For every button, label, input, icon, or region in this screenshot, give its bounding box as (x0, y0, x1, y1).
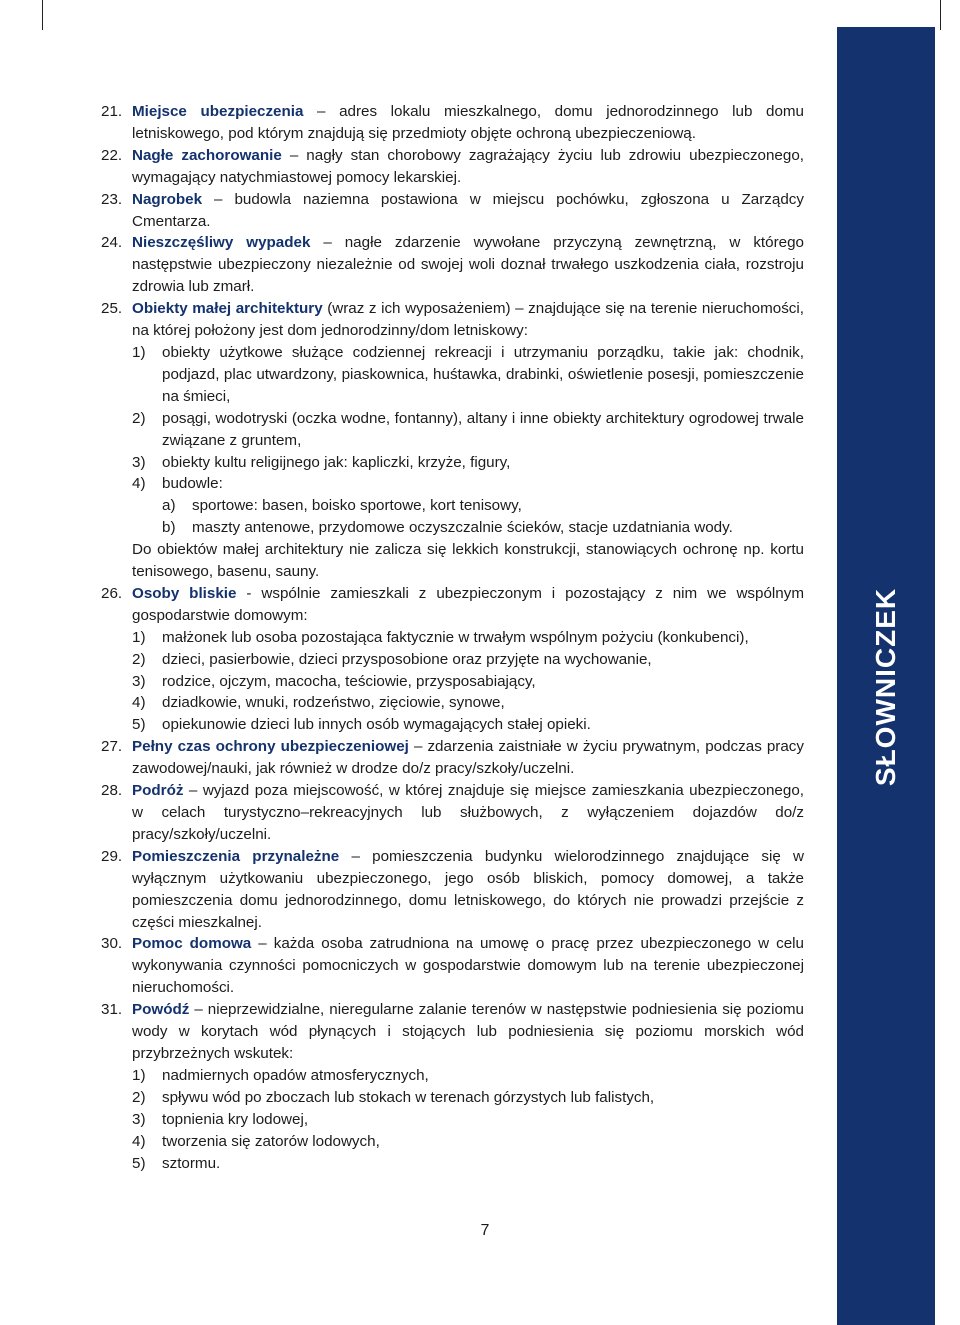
list-marker: 4) (132, 1132, 146, 1150)
list-item-text: nadmiernych opadów atmosferycznych, (162, 1066, 429, 1084)
entry-number: 28. (101, 782, 123, 800)
entry-definition: - wspólnie zamieszkali z ubezpieczonym i pozostający z nim we wspólnym gospodarstwie domowym: (132, 584, 804, 624)
entry-term: Miejsce ubezpieczenia (132, 103, 304, 120)
list-marker: 1) (132, 1066, 146, 1084)
glossary-entry-25 (101, 298, 804, 583)
entry-definition: – wyjazd poza miejscowość, w której znajduje się miejsce zamieszkania ubezpieczonego, w celach turystyczno–rekreacyjnych lub służbowych, z wyłączeniem dojazdów do/z pracy/szkoły/uczelni. (132, 782, 804, 843)
entry-number: 24. (101, 234, 123, 252)
list-item (132, 627, 804, 649)
entry-term: Pełny czas ochrony ubezpieczeniowej (132, 738, 409, 756)
entry-number: 26. (101, 584, 123, 602)
entry-definition: – zdarzenia zaistniałe w życiu prywatnym, podczas pracy zawodowej/nauki, jak również w drodze do/z pracy/szkoły/uczelni. (132, 738, 804, 778)
entry-definition: – pomieszczenia budynku wielorodzinnego znajdujące się w wyłącznym użytkowaniu ubezpieczonego, jego osób bliskich, pomocy domowej, a także pomieszczenia domu jednorodzinnego, domu letniskowego, do których nie prowadzi przejście z części mieszkalnej. (132, 847, 805, 931)
glossary-entry-30 (101, 933, 804, 999)
list-marker: 2) (132, 1088, 146, 1106)
crop-mark-right (940, 0, 941, 30)
sub-list-item (132, 517, 804, 539)
glossary-entry-21 (101, 101, 804, 145)
entry-definition: – nieprzewidzialne, nieregularne zalanie terenów w następstwie podniesienia się poziomu wody w korytach wód płynących i stojących lub podniesienia się poziomu morskich wód przybrzeżnych wskutek: (132, 1001, 804, 1062)
glossary-entry-22 (101, 145, 804, 189)
glossary-entry-27 (101, 736, 804, 780)
list-item-text: opiekunowie dzieci lub innych osób wymagających stałej opieki. (162, 716, 591, 734)
entry-number: 30. (101, 935, 123, 953)
entry-definition: – budowla naziemna postawiona w miejscu pochówku, zgłoszona u Zarządcy Cmentarza. (132, 190, 804, 230)
list-marker: 5) (132, 1154, 146, 1172)
entry-number: 31. (101, 1001, 123, 1019)
glossary-entry-28 (101, 780, 804, 846)
entry-term: Powódź (132, 1001, 190, 1019)
entry-note: Do obiektów małej architektury nie zalicza się lekkich konstrukcji, stanowiących ochronę np. kortu tenisowego, basenu, sauny. (132, 541, 804, 581)
page-number: 7 (480, 1222, 490, 1239)
list-item (132, 1065, 804, 1087)
list-item (132, 649, 804, 671)
entry-definition: – adres lokalu mieszkalnego, domu jednorodzinnego lub domu letniskowego, pod którym znajdują się przedmioty objęte ochroną ubezpieczeniową. (132, 103, 804, 142)
entry-number: 29. (101, 847, 123, 865)
list-item-text: tworzenia się zatorów lodowych, (162, 1132, 380, 1150)
list-item (132, 1131, 804, 1153)
list-item (132, 473, 804, 495)
list-item (132, 692, 804, 714)
list-item-text: sztormu. (162, 1154, 221, 1172)
entry-term: Pomieszczenia przynależne (132, 847, 340, 865)
entry-definition: – każda osoba zatrudniona na umowę o pracę przez ubezpieczonego w celu wykonywania czynności pomocniczych w gospodarstwie domowym lub na terenie ubezpieczonej nieruchomości. (132, 935, 804, 997)
list-item-text: dziadkowie, wnuki, rodzeństwo, zięciowie, synowe, (162, 694, 505, 712)
list-marker: a) (162, 497, 176, 515)
list-item-text: maszty antenowe, przydomowe oczyszczalnie ścieków, stacje uzdatniania wody. (192, 519, 733, 537)
entry-term: Pomoc domowa (132, 935, 252, 953)
list-item (132, 1109, 804, 1131)
entry-definition: (wraz z ich wyposażeniem) – znajdujące się na terenie nieruchomości, na której położony jest dom jednorodzinny/dom letniskowy: (132, 300, 804, 340)
entry-definition: – nagły stan chorobowy zagrażający życiu lub zdrowiu ubezpieczonego, wymagający natychmiastowej pomocy lekarskiej. (132, 146, 804, 186)
list-item-text: rodzice, ojczym, macocha, teściowie, przysposabiający, (162, 672, 536, 690)
list-marker: b) (162, 519, 176, 537)
entry-term: Osoby bliskie (132, 584, 237, 602)
entry-term: Nagłe zachorowanie (132, 146, 282, 164)
glossary-entry-26 (101, 583, 804, 736)
list-item (132, 452, 804, 474)
entry-number: 23. (101, 190, 123, 208)
section-sidebar (837, 27, 935, 1325)
list-marker: 2) (132, 409, 146, 427)
list-marker: 5) (132, 716, 146, 734)
glossary-entry-24 (101, 232, 804, 298)
list-marker: 1) (132, 343, 146, 361)
entry-term: Podróż (132, 782, 184, 800)
list-marker: 3) (132, 672, 146, 690)
list-item-text: małżonek lub osoba pozostająca faktycznie w trwałym wspólnym pożyciu (konkubenci), (162, 628, 749, 646)
glossary-content (101, 101, 804, 1174)
list-item-text: obiekty kultu religijnego jak: kapliczki, krzyże, figury, (162, 453, 511, 471)
list-marker: 3) (132, 1110, 146, 1128)
entry-term: Nieszczęśliwy wypadek (132, 234, 311, 252)
entry-number: 25. (101, 300, 123, 318)
list-marker: 3) (132, 453, 146, 471)
entry-definition: – nagłe zdarzenie wywołane przyczyną zewnętrzną, w którego następstwie ubezpieczony niezależnie od swojej woli doznał trwałego uszkodzenia ciała, rozstroju zdrowia lub zmarł. (132, 234, 804, 296)
list-item (132, 408, 804, 452)
sub-list-item (132, 495, 804, 517)
entry-number: 22. (101, 146, 123, 164)
list-item-text: obiekty użytkowe służące codziennej rekreacji i utrzymaniu porządku, takie jak: chodnik, podjazd, plac utwardzony, piaskownica, huśtawka, drabinki, oświetlenie posesji, pomieszczenie na śmieci, (162, 343, 804, 405)
list-marker: 1) (132, 628, 146, 646)
list-item-text: sportowe: basen, boisko sportowe, kort tenisowy, (192, 497, 522, 515)
list-item (132, 1153, 804, 1175)
list-item-text: budowle: (162, 475, 223, 493)
list-item-text: dzieci, pasierbowie, dzieci przysposobione oraz przyjęte na wychowanie, (162, 650, 652, 668)
list-marker: 4) (132, 694, 146, 712)
list-item (132, 714, 804, 736)
entry-term: Nagrobek (132, 190, 203, 208)
entry-number: 27. (101, 738, 123, 756)
list-item (132, 342, 804, 408)
entry-number: 21. (101, 103, 123, 120)
entry-term: Obiekty małej architektury (132, 300, 323, 318)
list-marker: 2) (132, 650, 146, 668)
list-item-text: spływu wód po zboczach lub stokach w terenach górzystych lub falistych, (162, 1088, 655, 1106)
list-item (132, 1087, 804, 1109)
crop-mark-left (42, 0, 43, 30)
glossary-entry-23 (101, 189, 804, 233)
glossary-entry-31 (101, 999, 804, 1174)
list-item (132, 671, 804, 693)
list-item-text: topnienia kry lodowej, (162, 1110, 309, 1128)
list-item-text: posągi, wodotryski (oczka wodne, fontanny), altany i inne obiekty architektury ogrodowej trwale związane z gruntem, (162, 409, 804, 449)
list-marker: 4) (132, 475, 146, 493)
sidebar-label: SŁOWNICZEK (870, 587, 901, 787)
glossary-entry-29 (101, 846, 804, 934)
